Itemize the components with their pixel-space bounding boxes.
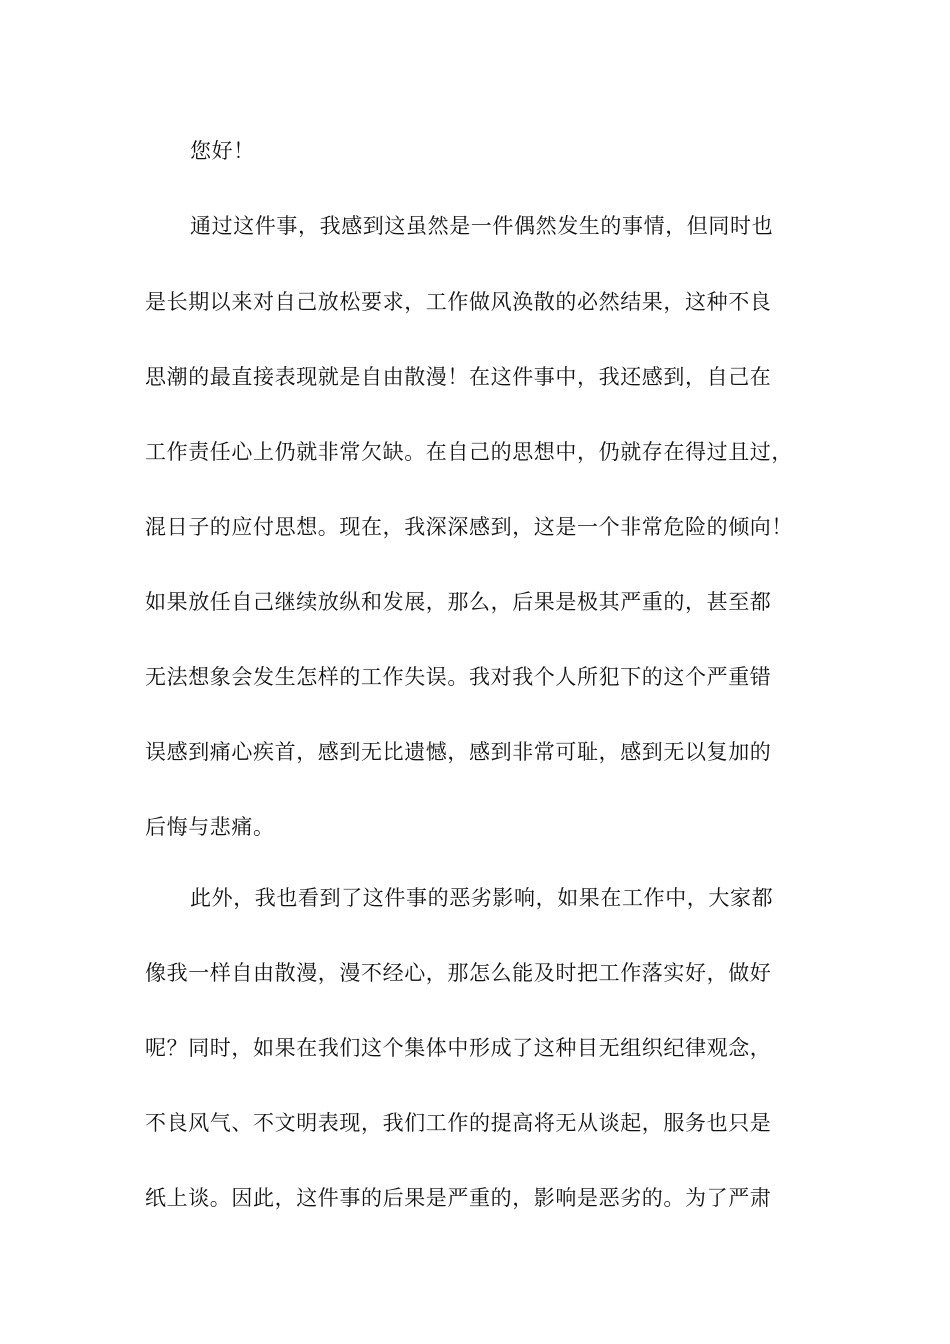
paragraph-1-line-3: 思潮的最直接表现就是自由散漫！在这件事中，我还感到，自己在 xyxy=(145,365,772,389)
greeting-line: 您好！ xyxy=(190,139,255,163)
paragraph-1-line-9: 后悔与悲痛。 xyxy=(145,815,275,839)
paragraph-2-line-4: 不良风气、不文明表现，我们工作的提高将无从谈起，服务也只是 xyxy=(145,1111,772,1135)
paragraph-1-line-8: 误感到痛心疾首，感到无比遗憾，感到非常可耻，感到无以复加的 xyxy=(145,740,772,764)
paragraph-1-line-2: 是长期以来对自己放松要求，工作做风涣散的必然结果，这种不良 xyxy=(145,290,772,314)
paragraph-1-line-1: 通过这件事，我感到这虽然是一件偶然发生的事情，但同时也 xyxy=(190,214,774,238)
paragraph-1-line-4: 工作责任心上仍就非常欠缺。在自己的思想中，仍就存在得过且过， xyxy=(145,440,793,464)
paragraph-2-line-2: 像我一样自由散漫，漫不经心，那怎么能及时把工作落实好，做好 xyxy=(145,961,772,985)
paragraph-1-line-6: 如果放任自己继续放纵和发展，那么，后果是极其严重的，甚至都 xyxy=(145,590,772,614)
paragraph-1-line-7: 无法想象会发生怎样的工作失误。我对我个人所犯下的这个严重错 xyxy=(145,665,772,689)
paragraph-2-line-1: 此外，我也看到了这件事的恶劣影响，如果在工作中，大家都 xyxy=(190,886,774,910)
paragraph-1-line-5: 混日子的应付思想。现在，我深深感到，这是一个非常危险的倾向！ xyxy=(145,515,793,539)
paragraph-2-line-5: 纸上谈。因此，这件事的后果是严重的，影响是恶劣的。为了严肃 xyxy=(145,1186,772,1210)
paragraph-2-line-3: 呢？同时，如果在我们这个集体中形成了这种目无组织纪律观念， xyxy=(145,1036,772,1060)
